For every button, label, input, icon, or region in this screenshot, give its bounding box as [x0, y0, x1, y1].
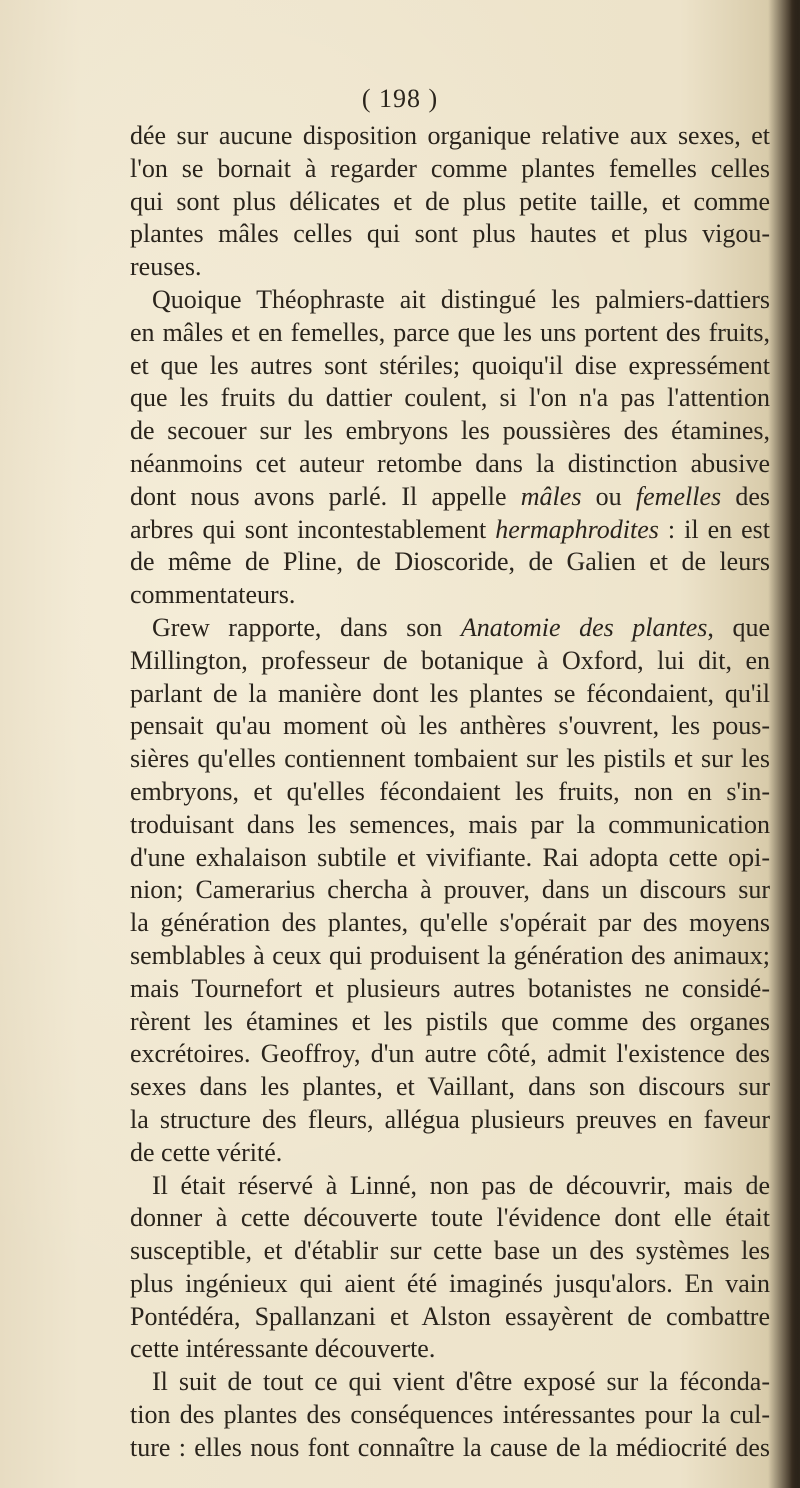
text-segment: des	[721, 481, 770, 511]
text-line	[130, 382, 770, 415]
text-line	[130, 940, 770, 973]
text-segment: sexes dans les plantes, et Vaillant, dans son discours sur	[130, 1072, 770, 1102]
text-segment: de cette vérité.	[130, 1137, 283, 1167]
text-segment: embryons, et qu'elles fécondaient les fruits, non en s'in-	[130, 776, 770, 806]
text-segment: tion des plantes des conséquences intéressantes pour la cul-	[130, 1400, 770, 1430]
text-segment: que les fruits du dattier coulent, si l'on n'a pas l'attention	[130, 383, 770, 413]
text-segment: semblables à ceux qui produisent la génération des animaux;	[130, 940, 770, 970]
text-line	[130, 842, 770, 875]
text-line	[130, 1432, 770, 1465]
text-line	[130, 1137, 770, 1170]
text-segment: troduisant dans les semences, mais par la communication	[130, 809, 770, 839]
italic-text: femelles	[635, 481, 722, 511]
text-segment: Grew rapporte, dans son	[152, 612, 461, 642]
text-segment: l'on se bornait à regarder comme plantes femelles celles	[130, 153, 770, 183]
text-line	[130, 251, 770, 284]
text-line	[130, 1268, 770, 1301]
text-segment: pensait qu'au moment où les anthères s'ouvrent, les pous-	[130, 711, 770, 741]
text-line	[130, 218, 770, 251]
text-line	[130, 284, 770, 317]
text-line	[130, 1006, 770, 1039]
text-line	[130, 415, 770, 448]
text-line	[130, 153, 770, 186]
text-segment: sières qu'elles contiennent tombaient sur les pistils et sur les	[130, 744, 770, 774]
text-segment: commentateurs.	[130, 580, 296, 610]
text-segment: dée sur aucune disposition organique relative aux sexes, et	[130, 121, 770, 150]
text-segment: plantes mâles celles qui sont plus hautes et plus vigou-	[130, 219, 770, 249]
text-segment: plus ingénieux qui aient été imaginés jusqu'alors. En vain	[130, 1268, 770, 1298]
text-line	[130, 1399, 770, 1432]
text-segment: excrétoires. Geoffroy, d'un autre côté, admit l'existence des	[130, 1039, 770, 1069]
text-line	[130, 678, 770, 711]
text-segment: arbres qui sont incontestablement	[130, 514, 496, 544]
text-segment: de même de Pline, de Dioscoride, de Galien et de leurs	[130, 547, 770, 577]
text-line	[130, 645, 770, 678]
italic-text: Anatomie des plantes	[460, 612, 708, 642]
text-line	[130, 1071, 770, 1104]
text-line	[130, 186, 770, 219]
text-segment: , que	[707, 612, 770, 642]
text-segment: Pontédéra, Spallanzani et Alston essayèrent de combattre	[130, 1301, 770, 1331]
text-line	[130, 546, 770, 579]
text-segment: qui sont plus délicates et de plus petite taille, et comme	[130, 186, 770, 216]
text-line	[130, 317, 770, 350]
text-segment: dont nous avons parlé. Il appelle	[130, 481, 521, 511]
text-line	[130, 1202, 770, 1235]
italic-text: mâles	[520, 481, 582, 511]
text-segment: mais Tournefort et plusieurs autres botanistes ne considé-	[130, 973, 770, 1003]
text-segment: ture : elles nous font connaître la cause de la médiocrité des	[130, 1432, 770, 1462]
text-line	[130, 1235, 770, 1268]
text-segment: ou	[581, 481, 636, 511]
text-line	[130, 1104, 770, 1137]
text-line	[130, 776, 770, 809]
page-number: ( 198 )	[361, 84, 439, 113]
text-segment: rèrent les étamines et les pistils que comme des organes	[130, 1006, 770, 1036]
text-segment: de secouer sur les embryons les poussières des étamines,	[130, 416, 770, 446]
text-line	[130, 448, 770, 481]
text-segment: et que les autres sont stériles; quoiqu'il dise expressément	[130, 350, 770, 380]
text-segment: Millington, professeur de botanique à Oxford, lui dit, en	[130, 645, 770, 675]
text-line	[130, 514, 770, 547]
text-segment: donner à cette découverte toute l'évidence dont elle était	[130, 1203, 770, 1233]
text-segment: Il suit de tout ce qui vient d'être exposé sur la féconda-	[152, 1367, 770, 1397]
text-line	[130, 481, 770, 514]
text-line	[130, 809, 770, 842]
text-segment: nion; Camerarius chercha à prouver, dans un discours sur	[130, 875, 770, 905]
text-segment: reuses.	[130, 252, 202, 282]
text-segment: susceptible, et d'établir sur cette base un des systèmes les	[130, 1236, 770, 1266]
text-segment: la génération des plantes, qu'elle s'opérait par des moyens	[130, 908, 770, 938]
text-line	[130, 1170, 770, 1203]
text-segment: Quoique Théophraste ait distingué les palmiers-dattiers	[152, 284, 770, 314]
text-line	[130, 1301, 770, 1334]
text-line	[130, 350, 770, 383]
text-line	[130, 1366, 770, 1399]
text-segment: cette intéressante découverte.	[130, 1334, 436, 1364]
text-segment: d'une exhalaison subtile et vivifiante. Rai adopta cette opi-	[130, 842, 770, 872]
text-segment: : il en est	[658, 514, 770, 544]
text-line	[130, 1038, 770, 1071]
text-line	[130, 743, 770, 776]
text-line	[130, 907, 770, 940]
text-line	[130, 710, 770, 743]
text-segment: néanmoins cet auteur retombe dans la distinction abusive	[130, 448, 770, 478]
italic-text: hermaphrodites	[495, 514, 659, 544]
body-text	[130, 120, 770, 1465]
text-segment: parlant de la manière dont les plantes se fécondaient, qu'il	[130, 678, 770, 708]
text-line	[130, 874, 770, 907]
text-line	[130, 579, 770, 612]
text-line	[130, 120, 770, 153]
text-line	[130, 612, 770, 645]
text-line	[130, 1333, 770, 1366]
page-binding-edge	[790, 0, 800, 1488]
text-line	[130, 973, 770, 1006]
text-segment: Il était réservé à Linné, non pas de découvrir, mais de	[152, 1170, 770, 1200]
text-segment: la structure des fleurs, allégua plusieurs preuves en faveur	[130, 1104, 770, 1134]
text-segment: en mâles et en femelles, parce que les uns portent des fruits,	[130, 317, 770, 347]
